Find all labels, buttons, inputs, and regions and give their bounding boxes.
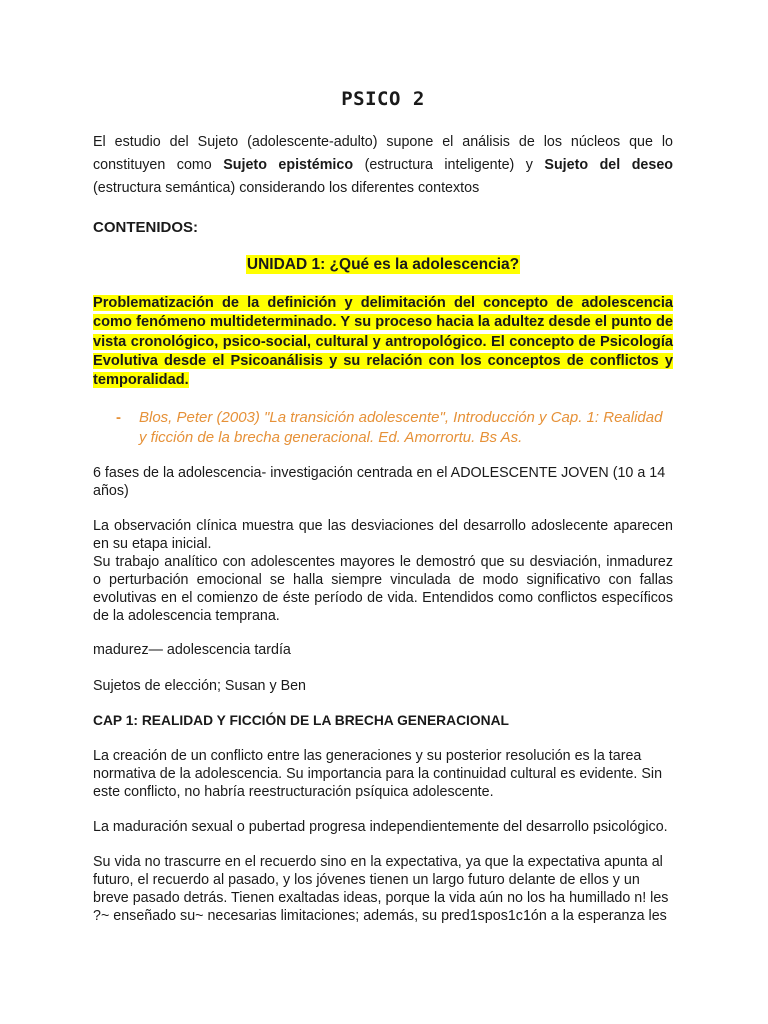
- paragraph-vida: Su vida no trascurre en el recuerdo sino en la expectativa, ya que la expectativa apunta al futuro, el recuerdo al pasado, y los jóvenes tienen un largo futuro delante de ellos y un breve pasado detrás. Tienen exaltadas ideas, porque la vida aún no los ha humillado n! les ?~ enseñado su~ necesarias limitaciones; además, su pred1spos1c1ón a la esperanza les: [93, 854, 669, 924]
- paragraph-fases: 6 fases de la adolescencia- investigación centrada en el ADOLESCENTE JOVEN (10 a 14 años): [93, 465, 666, 499]
- intro-bold-sujeto-epistemico: Sujeto epistémico: [223, 157, 354, 173]
- intro-text-1: El estudio del Sujeto (adolescente-adulto) supone el análisis de los núcleos que lo constituyen como: [93, 134, 673, 173]
- paragraph-creacion: La creación de un conflicto entre las generaciones y su posterior resolución es la tarea normativa de la adolescencia. Su importancia para la continuidad cultural es evidente. Sin este conflicto, no habría reestructuración psíquica adolescente.: [93, 748, 663, 800]
- intro-text-3: (estructura semántica) considerando los diferentes contextos: [93, 180, 480, 196]
- paragraph-observacion: La observación clínica muestra que las desviaciones del desarrollo adoslecente aparecen en su etapa inicial.: [93, 518, 673, 552]
- paragraph-sujetos: Sujetos de elección; Susan y Ben: [93, 678, 307, 694]
- intro-bold-sujeto-deseo: Sujeto del deseo: [544, 157, 674, 173]
- intro-text-2: (estructura inteligente) y: [353, 157, 545, 173]
- unidad-heading: UNIDAD 1: ¿Qué es la adolescencia?: [246, 256, 520, 273]
- bibliography-text: Blos, Peter (2003) "La transición adolescente", Introducción y Cap. 1: Realidad y ficción de la brecha generacional. Ed. Amorrortu. Bs As.: [139, 409, 663, 446]
- unidad-heading-block: [93, 256, 673, 274]
- cap1-heading: CAP 1: REALIDAD Y FICCIÓN DE LA BRECHA GENERACIONAL: [93, 713, 509, 728]
- problematizacion-text: Problematización de la definición y delimitación del concepto de adolescencia como fenómeno multideterminado. Y su proceso hacia la adultez desde el punto de vista cronológico, psico-social, cultural y antropológico. El concepto de Psicología Evolutiva desde el Psicoanálisis y su relación con los conceptos de conflictos y temporalidad.: [93, 295, 673, 389]
- paragraph-madurez: madurez— adolescencia tardía: [93, 642, 291, 658]
- intro-paragraph: [93, 131, 673, 200]
- paragraph-trabajo: Su trabajo analítico con adolescentes mayores le demostró que su desviación, inmadurez o perturbación emocional se halla siempre vinculada de modo significativo con fallas evolutivas en el comienzo de éste período de vida. Entendidos como conflictos específicos de la adolescencia temprana.: [93, 554, 673, 624]
- bullet-dash: -: [116, 409, 121, 426]
- document-title: PSICO 2: [341, 88, 425, 110]
- problematizacion-block: [93, 294, 673, 390]
- contenidos-heading: CONTENIDOS:: [93, 219, 198, 236]
- paragraph-maduracion: La maduración sexual o pubertad progresa independientemente del desarrollo psicológico.: [93, 819, 668, 835]
